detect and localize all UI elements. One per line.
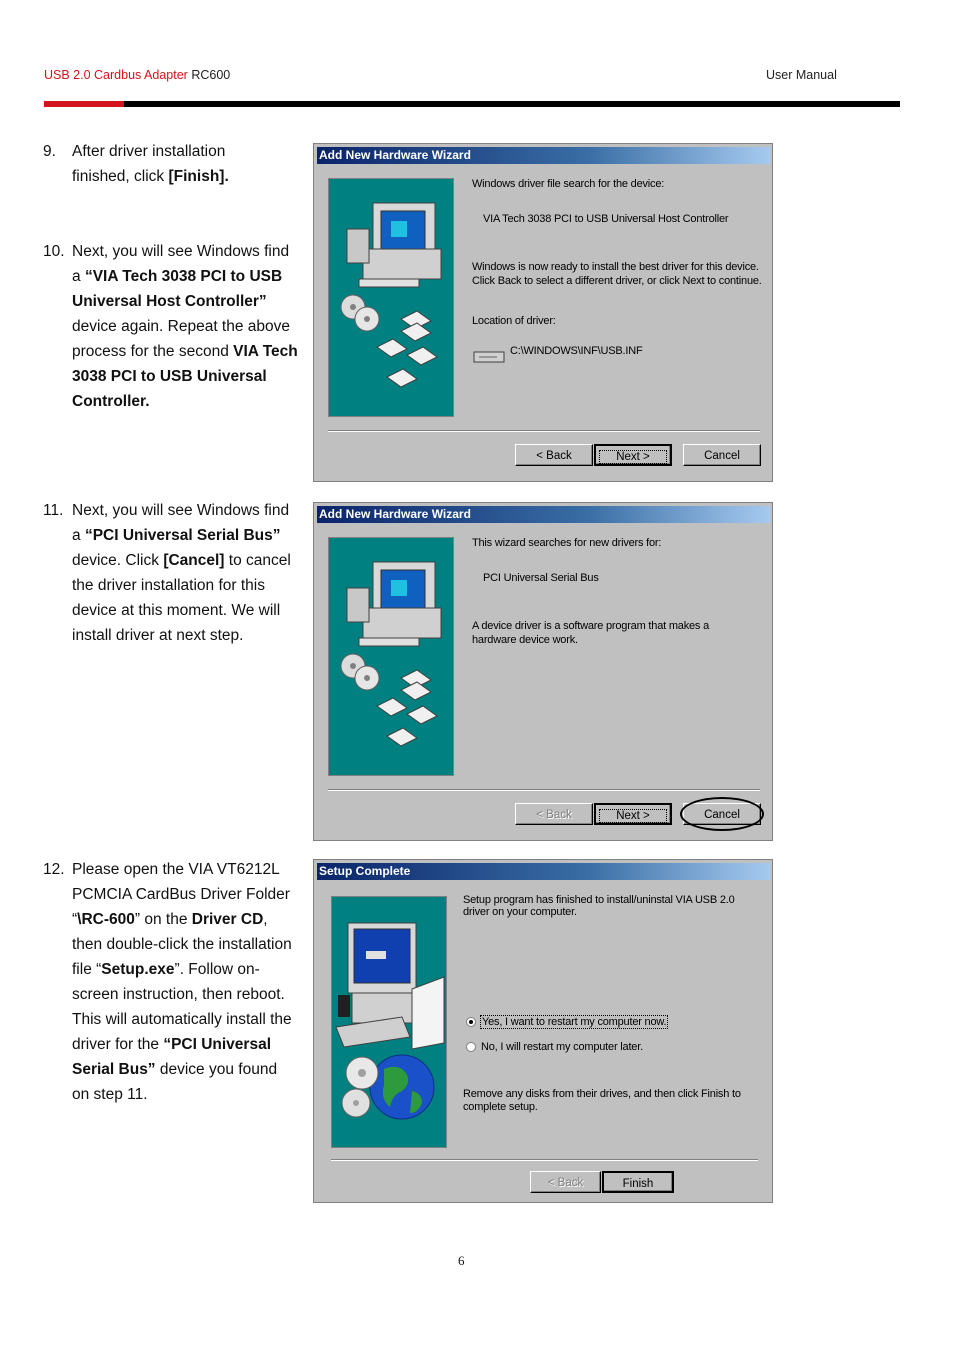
setup-illustration [331,896,447,1148]
next-button-label: Next > [599,450,667,464]
dialog-title: Add New Hardware Wizard [317,147,770,164]
step-bold: VIA Tech 3038 PCI to USB Universal Controller. [72,343,298,410]
computer-disks-icon [329,179,453,416]
drive-icon [473,349,505,365]
location-label: Location of driver: [472,315,556,327]
step-12 [43,857,303,1107]
step-text: After driver installation finished, click [72,143,226,185]
computer-disks-icon [329,538,453,775]
step-number: 10. [43,243,65,260]
header-product-name: USB 2.0 Cardbus Adapter [44,68,188,82]
wizard-illustration [328,178,454,417]
step-number: 12. [43,861,65,878]
step-text: to cancel the driver installation for this device at this moment. We will install driver at next step. [72,552,291,644]
header-product [44,68,230,82]
restart-later-label[interactable]: No, I will restart my computer later. [481,1041,643,1053]
wizard-illustration [328,537,454,776]
dialog-add-hardware-1 [313,143,773,482]
step-bold: [Cancel] [163,552,225,569]
restart-now-radio[interactable] [466,1017,476,1027]
header-rule [124,101,900,107]
next-button[interactable] [594,444,672,466]
cancel-button[interactable]: Cancel [683,444,761,466]
finish-button[interactable]: Finish [602,1171,674,1193]
dialog-intro: This wizard searches for new drivers for: [472,537,662,549]
computer-globe-icon [332,897,446,1147]
step-9 [43,139,303,189]
step-bold: “VIA Tech 3038 PCI to USB Universal Host Controller” [72,268,283,310]
back-button[interactable]: < Back [530,1171,601,1193]
next-button[interactable] [594,803,672,825]
step-text: Next, you will see Windows find a [72,243,290,285]
dialog-intro: Windows driver file search for the device: [472,178,665,190]
device-name: PCI Universal Serial Bus [483,572,599,584]
back-button[interactable]: < Back [515,444,593,466]
dialog-title: Setup Complete [317,863,770,880]
step-text: device you found on step 11. [72,1061,278,1103]
step-number: 11. [43,502,64,519]
step-number: 9. [43,143,56,160]
dialog-title: Add New Hardware Wizard [317,506,770,523]
header-doc-type: User Manual [766,68,837,82]
step-text: Next, you will see Windows find a [72,502,290,544]
restart-now-label[interactable]: Yes, I want to restart my computer now. [482,1016,667,1028]
dialog-setup-complete [313,859,773,1203]
page-number: 6 [458,1253,465,1268]
step-text: Please open the VIA VT6212L PCMCIA CardBus Driver Folder “ [72,861,290,928]
next-button-label: Next > [599,809,667,823]
dialog-description: A device driver is a software program that makes a hardware device work. [472,620,709,646]
header-rule-accent [44,101,124,107]
step-text: , then double-click the installation file “ [72,911,292,978]
step-text: device. Click [72,552,164,569]
step-bold: [Finish]. [168,168,229,185]
step-11 [43,498,303,648]
cancel-highlight-circle [680,797,764,831]
dialog-separator [328,430,760,432]
step-text: ” on the [134,911,192,928]
step-bold: Setup.exe [101,961,175,978]
header-model: RC600 [191,68,231,82]
dialog-separator [331,1159,758,1161]
step-10 [43,239,303,414]
dialog-separator [328,789,760,791]
restart-later-radio[interactable] [466,1042,476,1052]
step-bold: Driver CD [191,911,264,928]
dialog-description: Remove any disks from their drives, and then click Finish to complete setup. [463,1088,741,1113]
back-button[interactable]: < Back [515,803,593,825]
driver-path: C:\WINDOWS\INF\USB.INF [510,345,643,357]
dialog-add-hardware-2 [313,502,773,841]
step-bold: \RC-600 [77,911,135,928]
dialog-intro: Setup program has finished to install/uninstal VIA USB 2.0 driver on your computer. [463,894,735,918]
step-text: ”. Follow on-screen instruction, then reboot. This will automatically install the driver for the [72,961,292,1053]
cancel-button[interactable]: Cancel [683,803,761,825]
step-bold: “PCI Universal Serial Bus” [72,1036,271,1078]
step-text: device again. Repeat the above process for the second [72,318,291,360]
device-name: VIA Tech 3038 PCI to USB Universal Host Controller [483,213,729,225]
step-bold: “PCI Universal Serial Bus” [84,527,281,544]
dialog-description: Windows is now ready to install the best driver for this device. Click Back to select a different driver, or click Next to continue. [472,261,762,287]
